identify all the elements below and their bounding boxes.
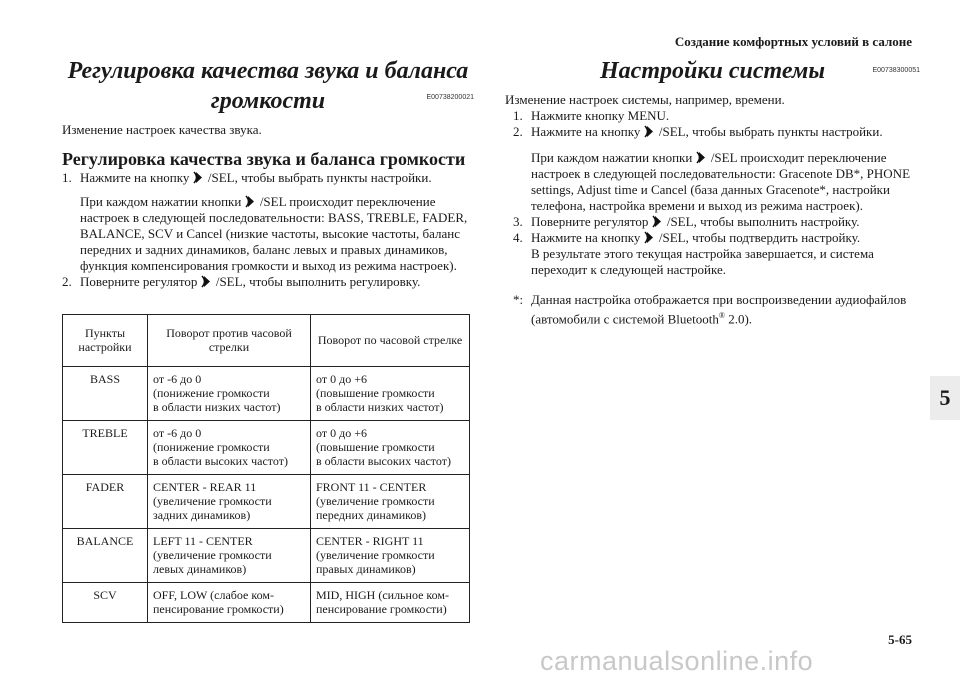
table-cell-line: пенсирование громкости) bbox=[153, 602, 284, 616]
header-title: Создание комфортных условий в салоне bbox=[674, 34, 912, 49]
table-header-cell: Поворот против часовой стрелки bbox=[148, 315, 311, 367]
left-step-2-text-b: /SEL, чтобы выполнить регулировку. bbox=[215, 274, 421, 289]
left-step-1-text-b: /SEL, чтобы выбрать пункты настройки. bbox=[207, 170, 432, 185]
table-cell-line: в области высоких частот) bbox=[316, 454, 451, 468]
left-title-line2: громкости bbox=[210, 88, 326, 114]
left-intro: Изменение настроек качества звука. bbox=[62, 122, 262, 137]
left-step-1 bbox=[62, 170, 474, 186]
footnote bbox=[505, 292, 920, 327]
table-cell-param: BASS bbox=[63, 367, 148, 421]
left-section-code: E00738200021 bbox=[426, 94, 474, 101]
table-row bbox=[63, 421, 470, 475]
table-cell-line: (понижение громкости bbox=[153, 386, 270, 400]
left-steps-2 bbox=[62, 274, 474, 290]
right-step-2-extra-a: При каждом нажатии кнопки bbox=[531, 150, 693, 165]
right-step-4-extra: В результате этого текущая настройка завершается, и система переходит к следующей настройке. bbox=[531, 246, 874, 277]
table-header-cell: Пункты настройки bbox=[63, 315, 148, 367]
left-step-2-number: 2. bbox=[62, 274, 72, 289]
watermark: carmanualsonline.info bbox=[540, 646, 814, 676]
table-cell-param: FADER bbox=[63, 475, 148, 529]
right-step-3-text-b: /SEL, чтобы выполнить настройку. bbox=[666, 214, 860, 229]
table-cell-line: в области низких частот) bbox=[316, 400, 444, 414]
left-subheading: Регулировка качества звука и баланса громкости bbox=[62, 149, 466, 169]
table-cell-param: BALANCE bbox=[63, 529, 148, 583]
right-step-3-text-a: Поверните регулятор bbox=[531, 214, 649, 229]
table-cell-line: LEFT 11 - CENTER bbox=[153, 534, 253, 548]
right-step-1 bbox=[513, 108, 920, 124]
left-title-line1: Регулировка качества звука и баланса bbox=[67, 58, 469, 84]
right-title: Настройки системы bbox=[600, 58, 825, 84]
right-step-3-number: 3. bbox=[513, 214, 523, 229]
tune-knob-icon bbox=[644, 231, 656, 244]
left-step-1-extra-a: При каждом нажатии кнопки bbox=[80, 194, 242, 209]
left-step-1-text-a: Нажмите на кнопку bbox=[80, 170, 190, 185]
right-steps bbox=[505, 108, 920, 140]
table-cell-line: (повышение громкости bbox=[316, 386, 435, 400]
left-steps bbox=[62, 170, 474, 186]
chapter-tab: 5 bbox=[930, 376, 960, 420]
right-step-2-text-b: /SEL, чтобы выбрать пункты настройки. bbox=[658, 124, 883, 139]
table-cell-line: FRONT 11 - CENTER bbox=[316, 480, 427, 494]
right-section-title bbox=[505, 56, 920, 92]
table-row bbox=[63, 367, 470, 421]
left-step-1-extra-b: /SEL происходит переключение настроек в следующей последовательности: BASS, TREBLE, FADER, BALANCE, SCV и Cancel (низкие частоты, высокие частоты, баланс передних и задних динамиков, баланс левых и правых динамиков, функция компенсирования громкости и выход из режима настроек). bbox=[80, 194, 468, 273]
sound-settings-table bbox=[62, 314, 470, 623]
table-cell-param: TREBLE bbox=[63, 421, 148, 475]
right-steps-2 bbox=[505, 214, 920, 278]
left-column bbox=[62, 56, 474, 623]
left-step-1-number: 1. bbox=[62, 170, 72, 185]
table-cell-line: левых динамиков) bbox=[153, 562, 247, 576]
tune-knob-icon bbox=[652, 215, 664, 228]
right-step-1-text: Нажмите кнопку MENU. bbox=[531, 108, 670, 123]
table-cell-cw bbox=[311, 529, 470, 583]
right-step-1-number: 1. bbox=[513, 108, 523, 123]
right-step-4-number: 4. bbox=[513, 230, 523, 245]
table-cell-cw bbox=[311, 421, 470, 475]
tune-knob-icon bbox=[245, 195, 257, 208]
table-body bbox=[63, 367, 470, 623]
right-intro: Изменение настроек системы, например, времени. bbox=[505, 92, 785, 107]
table-row bbox=[63, 529, 470, 583]
table-cell-ccw bbox=[148, 583, 311, 623]
left-section-title bbox=[62, 56, 474, 116]
right-step-2-extra bbox=[505, 150, 920, 214]
footnote-text-b: 2.0). bbox=[724, 311, 753, 327]
right-step-2 bbox=[513, 124, 920, 140]
tune-knob-icon bbox=[644, 125, 656, 138]
tune-knob-icon bbox=[696, 151, 708, 164]
table-cell-line: в области низких частот) bbox=[153, 400, 281, 414]
table-cell-line: (увеличение громкости bbox=[316, 548, 435, 562]
table-row bbox=[63, 583, 470, 623]
left-step-1-extra bbox=[62, 194, 474, 274]
table-cell-line: пенсирование громкости) bbox=[316, 602, 447, 616]
table-cell-line: (повышение громкости bbox=[316, 440, 435, 454]
table-cell-line: задних динамиков) bbox=[153, 508, 251, 522]
page-number: 5-65 bbox=[888, 632, 912, 647]
right-section-code: E00738300051 bbox=[872, 67, 920, 74]
left-step-2 bbox=[62, 274, 474, 290]
table-cell-line: от -6 до 0 bbox=[153, 372, 202, 386]
table-cell-line: от 0 до +6 bbox=[316, 426, 367, 440]
table-cell-line: правых динамиков) bbox=[316, 562, 416, 576]
table-header-row bbox=[63, 315, 470, 367]
table-cell-line: от -6 до 0 bbox=[153, 426, 202, 440]
registered-mark: ® bbox=[718, 311, 725, 320]
right-step-2-text-a: Нажмите на кнопку bbox=[531, 124, 641, 139]
table-cell-line: (увеличение громкости bbox=[316, 494, 435, 508]
table-cell-line: передних динамиков) bbox=[316, 508, 427, 522]
table-cell-ccw bbox=[148, 367, 311, 421]
table-cell-ccw bbox=[148, 529, 311, 583]
table-cell-ccw bbox=[148, 421, 311, 475]
right-step-2-number: 2. bbox=[513, 124, 523, 139]
table-row bbox=[63, 475, 470, 529]
table-cell-cw bbox=[311, 583, 470, 623]
table-cell-line: CENTER - REAR 11 bbox=[153, 480, 257, 494]
table-cell-ccw bbox=[148, 475, 311, 529]
tune-knob-icon bbox=[193, 171, 205, 184]
table-cell-line: (увеличение громкости bbox=[153, 548, 272, 562]
right-column bbox=[505, 56, 920, 327]
tune-knob-icon bbox=[201, 275, 213, 288]
table-cell-line: от 0 до +6 bbox=[316, 372, 367, 386]
table-cell-line: в области высоких частот) bbox=[153, 454, 288, 468]
right-step-2-extra-b: /SEL происходит переключение настроек в следующей последовательности: Gracenote DB*, PHONE settings, Adjust time и Cancel (база данных Gracenote*, настройки телефона, настройка времени и выход из режима настроек). bbox=[531, 150, 911, 213]
table-cell-line: OFF, LOW (слабое ком- bbox=[153, 588, 274, 602]
footnote-mark: *: bbox=[513, 292, 524, 307]
footnote-text-a: Данная настройка отображается при воспроизведении аудиофайлов (автомобили с системой Bluetooth bbox=[531, 292, 907, 327]
right-step-4 bbox=[513, 230, 920, 278]
table-cell-line: (увеличение громкости bbox=[153, 494, 272, 508]
table-cell-line: CENTER - RIGHT 11 bbox=[316, 534, 424, 548]
right-step-4-text-b: /SEL, чтобы подтвердить настройку. bbox=[658, 230, 861, 245]
table-cell-param: SCV bbox=[63, 583, 148, 623]
right-step-3 bbox=[513, 214, 920, 230]
table-cell-cw bbox=[311, 475, 470, 529]
table-cell-line: MID, HIGH (сильное ком- bbox=[316, 588, 450, 602]
table-cell-line: (понижение громкости bbox=[153, 440, 270, 454]
right-step-4-text-a: Нажмите на кнопку bbox=[531, 230, 641, 245]
left-step-2-text-a: Поверните регулятор bbox=[80, 274, 198, 289]
table-cell-cw bbox=[311, 367, 470, 421]
table-header-cell: Поворот по часовой стрелке bbox=[311, 315, 470, 367]
